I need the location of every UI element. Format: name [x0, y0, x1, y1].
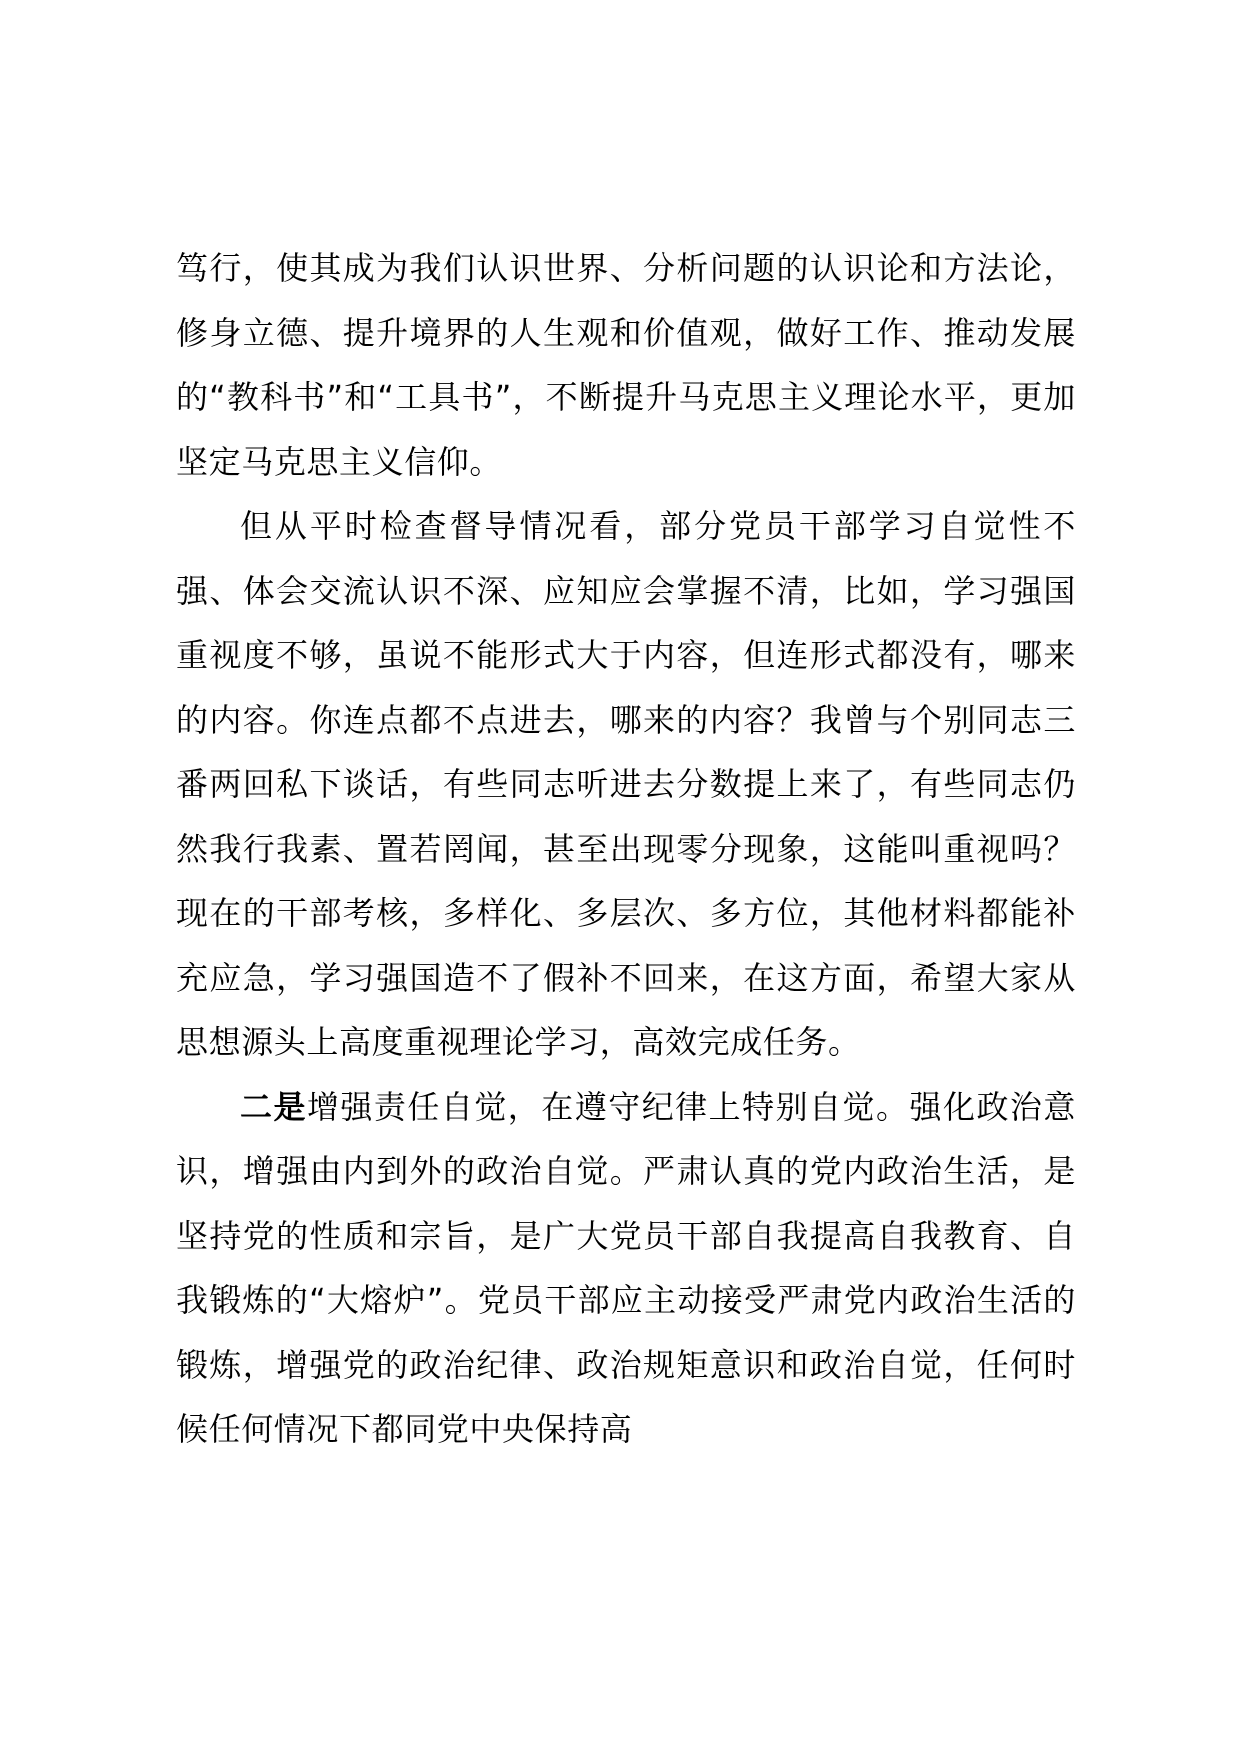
- point-text: 增强责任自觉，在遵守纪律上特别自觉。强化政治意识，增强由内到外的政治自觉。严肃认真的党内政治生活，是坚持党的性质和宗旨，是广大党员干部自我提高自我教育、自我锻炼的“大熔炉”。党员干部应主动接受严肃党内政治生活的锻炼，增强党的政治纪律、政治规矩意识和政治自觉，任何时候任何情况下都同党中央保持高: [176, 1087, 1076, 1448]
- point-lead: 二是: [240, 1087, 307, 1126]
- paragraph-inspection: 但从平时检查督导情况看，部分党员干部学习自觉性不强、体会交流认识不深、应知应会掌握不清，比如，学习强国重视度不够，虽说不能形式大于内容，但连形式都没有，哪来的内容。你连点都不点进去，哪来的内容？我曾与个别同志三番两回私下谈话，有些同志听进去分数提上来了，有些同志仍然我行我素、置若罔闻，甚至出现零分现象，这能叫重视吗？现在的干部考核，多样化、多层次、多方位，其他材料都能补充应急，学习强国造不了假补不回来，在这方面，希望大家从思想源头上高度重视理论学习，高效完成任务。: [176, 507, 1076, 1061]
- paragraph-point-two: [176, 1075, 1076, 1462]
- body-text: [176, 236, 1076, 1462]
- paragraph-continued: 笃行，使其成为我们认识世界、分析问题的认识论和方法论，修身立德、提升境界的人生观和价值观，做好工作、推动发展的“教科书”和“工具书”，不断提升马克思主义理论水平，更加坚定马克思主义信仰。: [176, 249, 1076, 481]
